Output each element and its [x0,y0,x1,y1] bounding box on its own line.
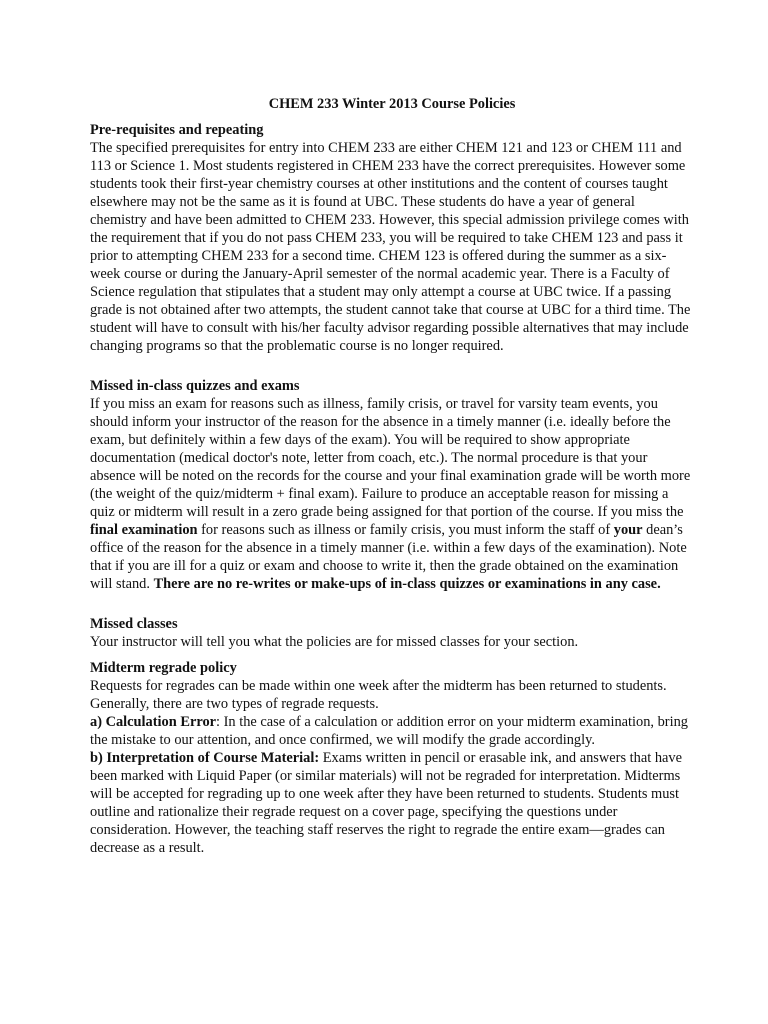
item-label: a) Calculation Error [90,714,217,730]
section-heading: Missed in-class quizzes and exams [90,378,300,394]
item-text: : In the case of a calculation or addition error on your midterm examination, bring the mistake to our attention, and once confirmed, we will modify the grade accordingly. [90,714,688,748]
emphasis-text: your [613,522,643,538]
emphasis-text: final examination [90,522,198,538]
item-text: Exams written in pencil or erasable ink, and answers that have been marked with Liquid Paper (or similar materials) will not be regraded for interpretation. Midterms will be accepted for regrading up to one week after they have been returned to students. Students must outline and rationalize their regrade request on a cover page, specifying the questions under consideration. However, the teaching staff reserves the right to regrade the entire exam—grades can decrease as a result. [90,750,682,856]
section-body: Your instructor will tell you what the policies are for missed classes for your section. [90,634,579,650]
section-intro: Requests for regrades can be made within one week after the midterm has been returned to students. Generally, there are two types of regrade requests. [90,678,667,712]
section-prerequisites [90,121,694,355]
document-title: CHEM 233 Winter 2013 Course Policies [268,96,516,112]
emphasis-text: There are no re-writes or make-ups of in-class quizzes or examinations in any case. [153,576,661,592]
item-label: b) Interpretation of Course Material: [90,750,320,766]
section-heading: Midterm regrade policy [90,660,237,676]
body-text: dean’s office of the reason for the absence in a timely manner (i.e. within a few days of the examination). Note that if you are ill for a quiz or exam and choose to write it, then the grade obtained on the examination will stand. [90,522,687,592]
section-body [90,395,694,593]
section-heading: Missed classes [90,616,178,632]
regrade-item-b [90,749,694,857]
section-missed-classes [90,615,694,651]
body-text: If you miss an exam for reasons such as illness, family crisis, or travel for varsity team events, you should inform your instructor of the reason for the absence in a timely manner (i.e. ideally before the exam, but definitely within a few days of the exam). You will be required to show appropriate documentation (medical doctor's note, letter from coach, etc.). The normal procedure is that your absence will be noted on the records for the course and your final examination grade will be worth more (the weight of the quiz/midterm + final exam). Failure to produce an acceptable reason for missing a quiz or midterm will result in a zero grade being assigned for that portion of the course. If you miss the [90,396,691,520]
section-heading: Pre-requisites and repeating [90,122,264,138]
section-regrade-policy [90,659,694,857]
body-text: for reasons such as illness or family crisis, you must inform the staff of [197,522,614,538]
section-body: The specified prerequisites for entry into CHEM 233 are either CHEM 121 and 123 or CHEM 111 and 113 or Science 1. Most students registered in CHEM 233 have the correct prerequisites. However some students took their first-year chemistry courses at other institutions and the content of courses taught elsewhere may not be the same as it is found at UBC. These students do have a year of general chemistry and have been admitted to CHEM 233. However, this special admission privilege comes with the requirement that if you do not pass CHEM 233, you will be required to take CHEM 123 and pass it prior to attempting CHEM 233 for a second time. CHEM 123 is offered during the summer as a six-week course or during the January-April semester of the normal academic year. There is a Faculty of Science regulation that stipulates that a student may only attempt a course at UBC twice. If a passing grade is not obtained after two attempts, the student cannot take that course at UBC for a third time. The student will have to consult with his/her faculty advisor regarding possible alternatives that may include changing programs so that the problematic course is no longer required. [90,140,691,354]
regrade-item-a [90,713,694,749]
section-missed-exams [90,377,694,593]
